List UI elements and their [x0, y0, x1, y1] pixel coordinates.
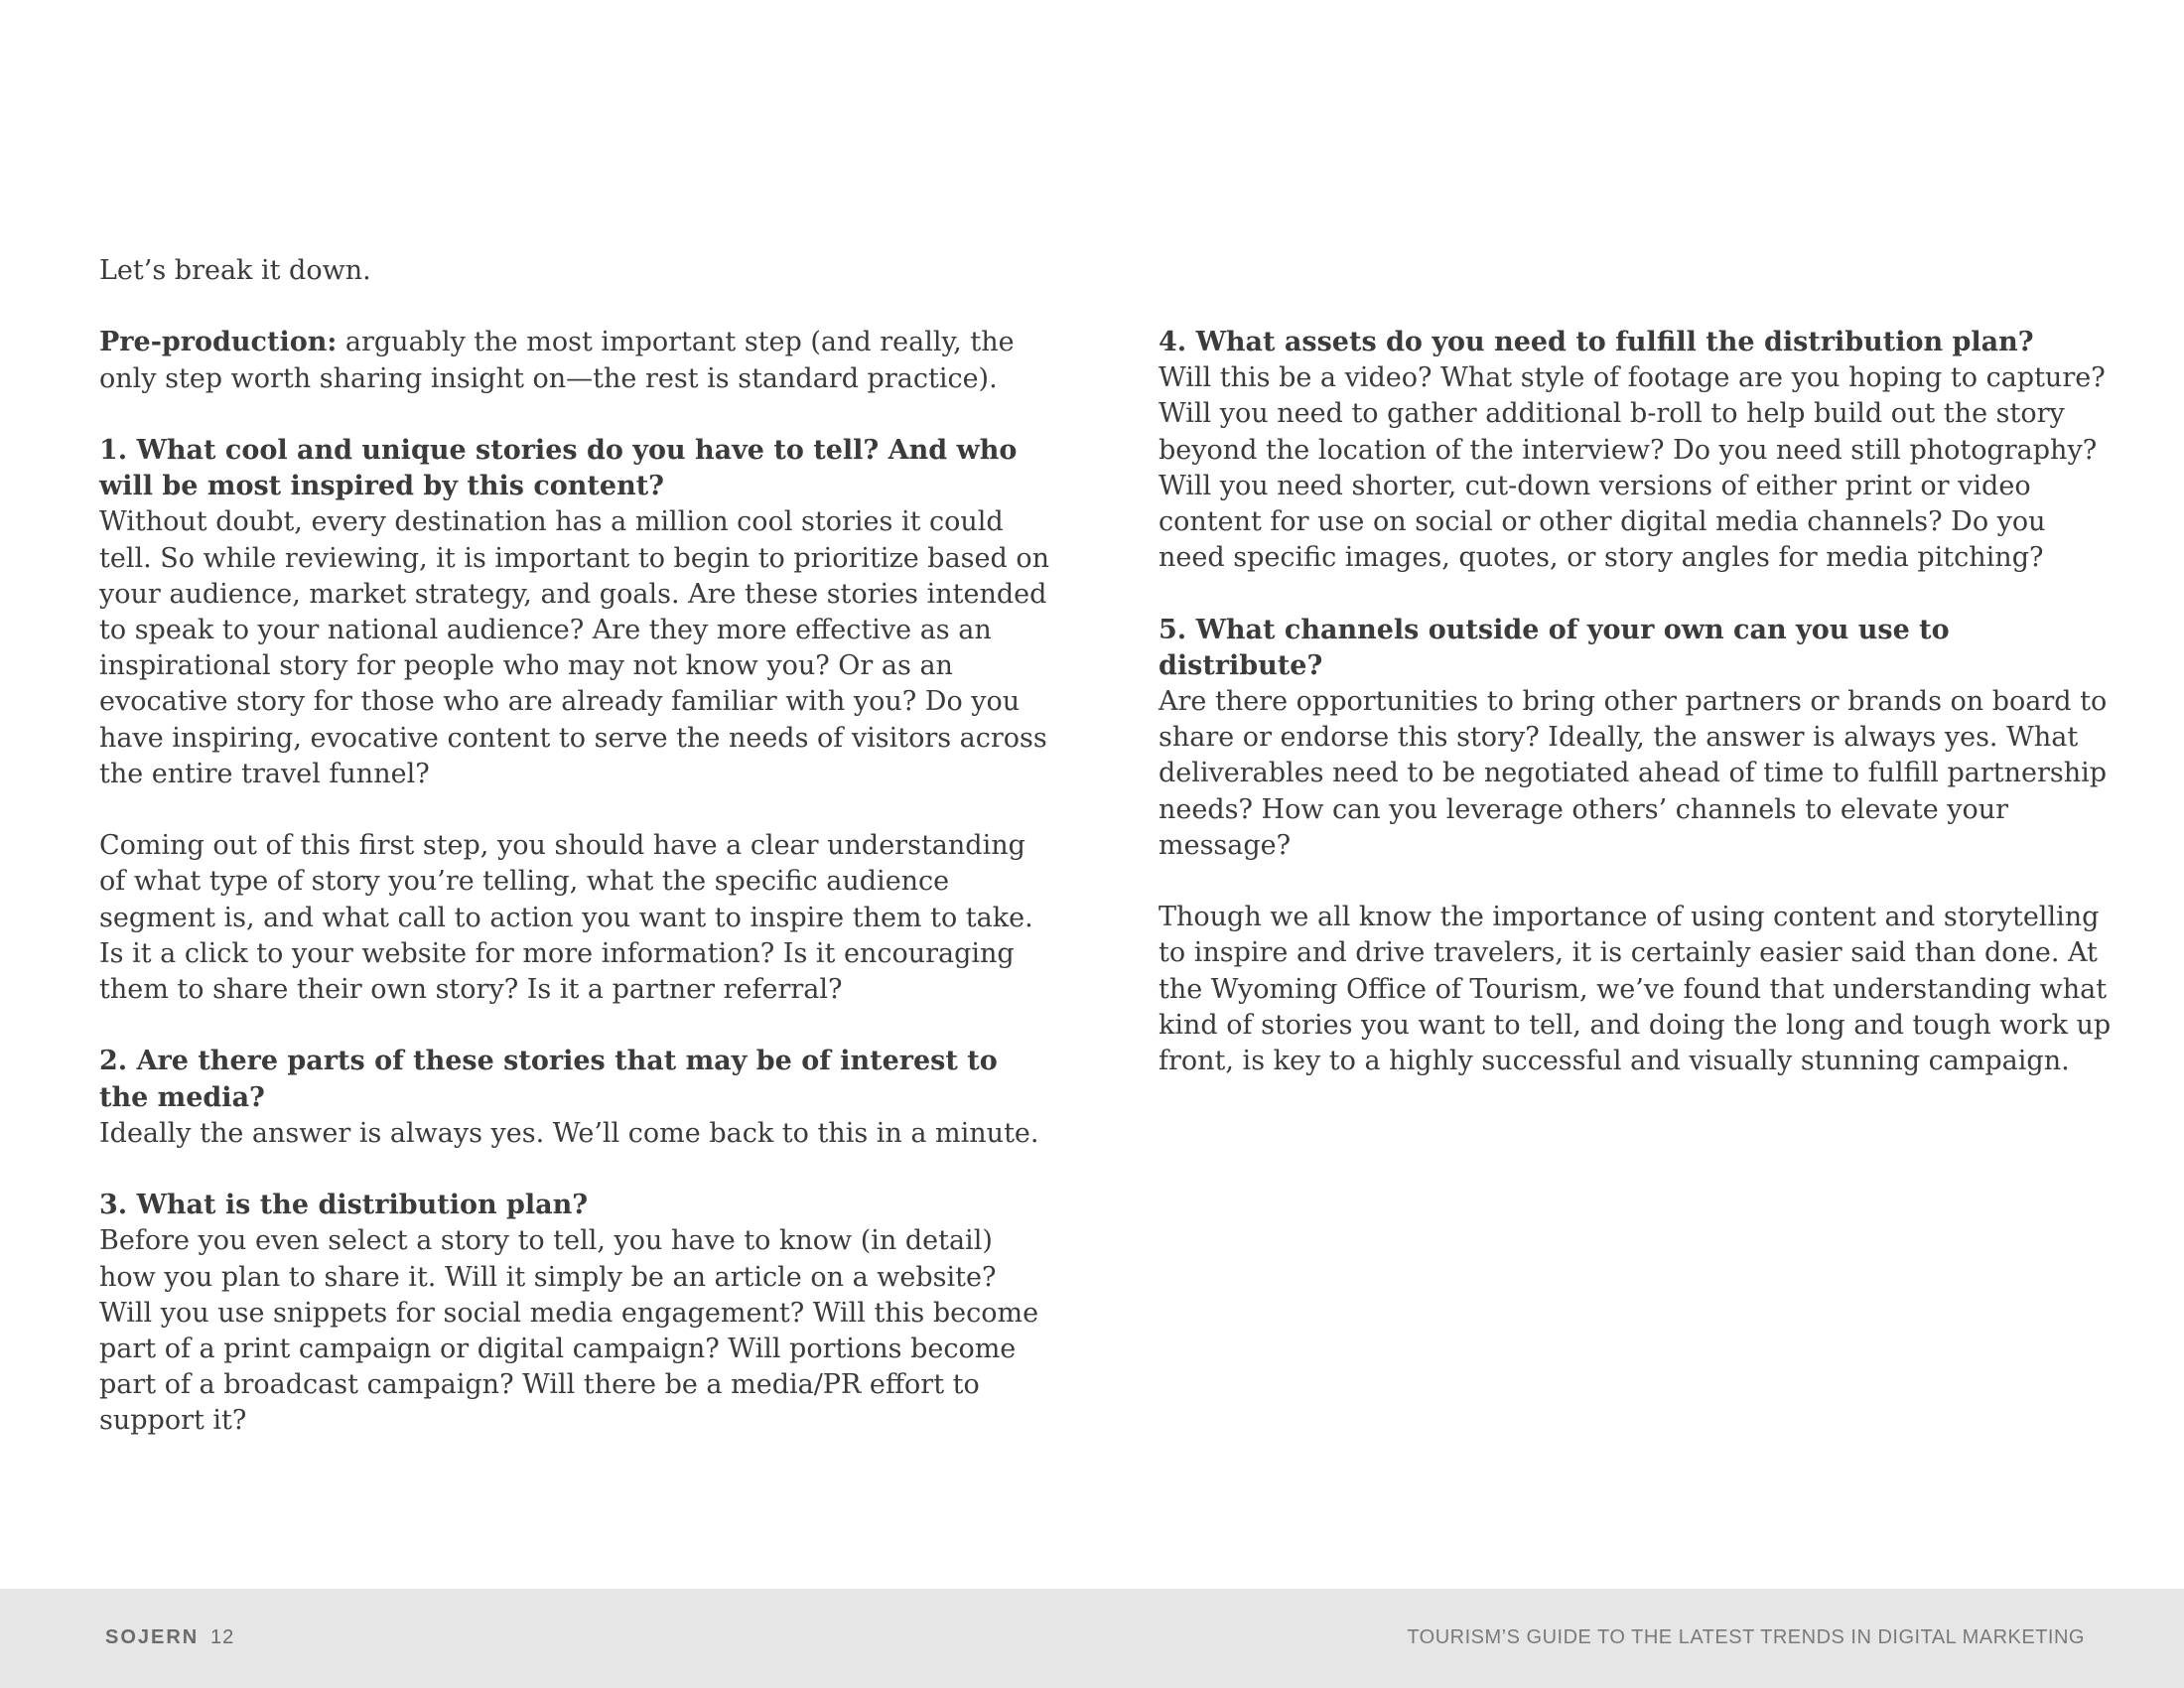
question-1-section [99, 433, 1052, 792]
footer-document-title: TOURISM’S GUIDE TO THE LATEST TRENDS IN DIGITAL MARKETING [1407, 1626, 2085, 1648]
question-4-body: Will this be a video? What style of footage are you hoping to capture? Will you need to gather additional b-roll to help build out the story beyond the location of the interview? Do you need still photography? Will you need shorter, cut-down versions of either print or video content for use on social or other digital media channels? Do you need specific images, quotes, or story angles for media pitching? [1159, 362, 2106, 574]
closing-paragraph: Though we all know the importance of using content and storytelling to inspire and drive travelers, it is certainly easier said than done. At the Wyoming Office of Tourism, we’ve found that understanding what kind of stories you want to tell, and doing the long and tough work up front, is key to a highly successful and visually stunning campaign. [1159, 902, 2112, 1077]
page-number: 12 [210, 1626, 235, 1648]
page-footer [0, 1589, 2184, 1688]
question-4-section [1159, 325, 2112, 576]
footer-brand: SOJERN [105, 1626, 200, 1648]
intro-paragraph: Let’s break it down. [99, 255, 371, 286]
question-1-heading: 1. What cool and unique stories do you have to tell? And who will be most inspired by this content? [99, 434, 1018, 502]
question-2-section [99, 1044, 1052, 1152]
question-1-body: Without doubt, every destination has a million cool stories it could tell. So while reviewing, it is important to begin to prioritize based on your audience, market strategy, and goals. Are these stories intended to speak to your national audience? Are they more effective as an inspirational story for people who may not know you? Or as an evocative story for those who are already familiar with you? Do you have inspiring, evocative content to serve the needs of visitors across the entire travel funnel? [99, 506, 1050, 789]
preproduction-text: arguably the most important step (and really, the only step worth sharing insight on—the rest is standard practice). [99, 327, 1015, 394]
question-5-heading: 5. What channels outside of your own can you use to distribute? [1159, 614, 1950, 681]
question-3-heading: 3. What is the distribution plan? [99, 1190, 589, 1221]
coming-out-paragraph: Coming out of this first step, you should have a clear understanding of what type of story you’re telling, what the specific audience segment is, and what call to action you want to inspire them to take. Is it a click to your website for more information? Is it encouraging them to share their own story? Is it a partner referral? [99, 830, 1033, 1006]
right-column [1159, 325, 2112, 1115]
question-2-body: Ideally the answer is always yes. We’ll come back to this in a minute. [99, 1117, 1039, 1149]
preproduction-paragraph [99, 325, 1052, 396]
question-4-heading: 4. What assets do you need to fulfill the distribution plan? [1159, 327, 2034, 357]
question-3-body: Before you even select a story to tell, you have to know (in detail) how you plan to share it. Will it simply be an article on a website? Will you use snippets for social media engagement? Will this become part of a print campaign or digital campaign? Will portions become part of a broadcast campaign? Will there be a media/PR effort to support it? [99, 1225, 1039, 1437]
question-5-body: Are there opportunities to bring other partners or brands on board to share or endorse this story? Ideally, the answer is always yes. What deliverables need to be negotiated ahead of time to fulfill partnership needs? How can you leverage others’ channels to elevate your message? [1159, 686, 2108, 861]
left-column [99, 253, 1052, 1476]
question-5-section [1159, 613, 2112, 864]
preproduction-label: Pre-production: [99, 327, 338, 358]
question-3-section [99, 1188, 1052, 1439]
question-2-heading: 2. Are there parts of these stories that may be of interest to the media? [99, 1046, 998, 1113]
